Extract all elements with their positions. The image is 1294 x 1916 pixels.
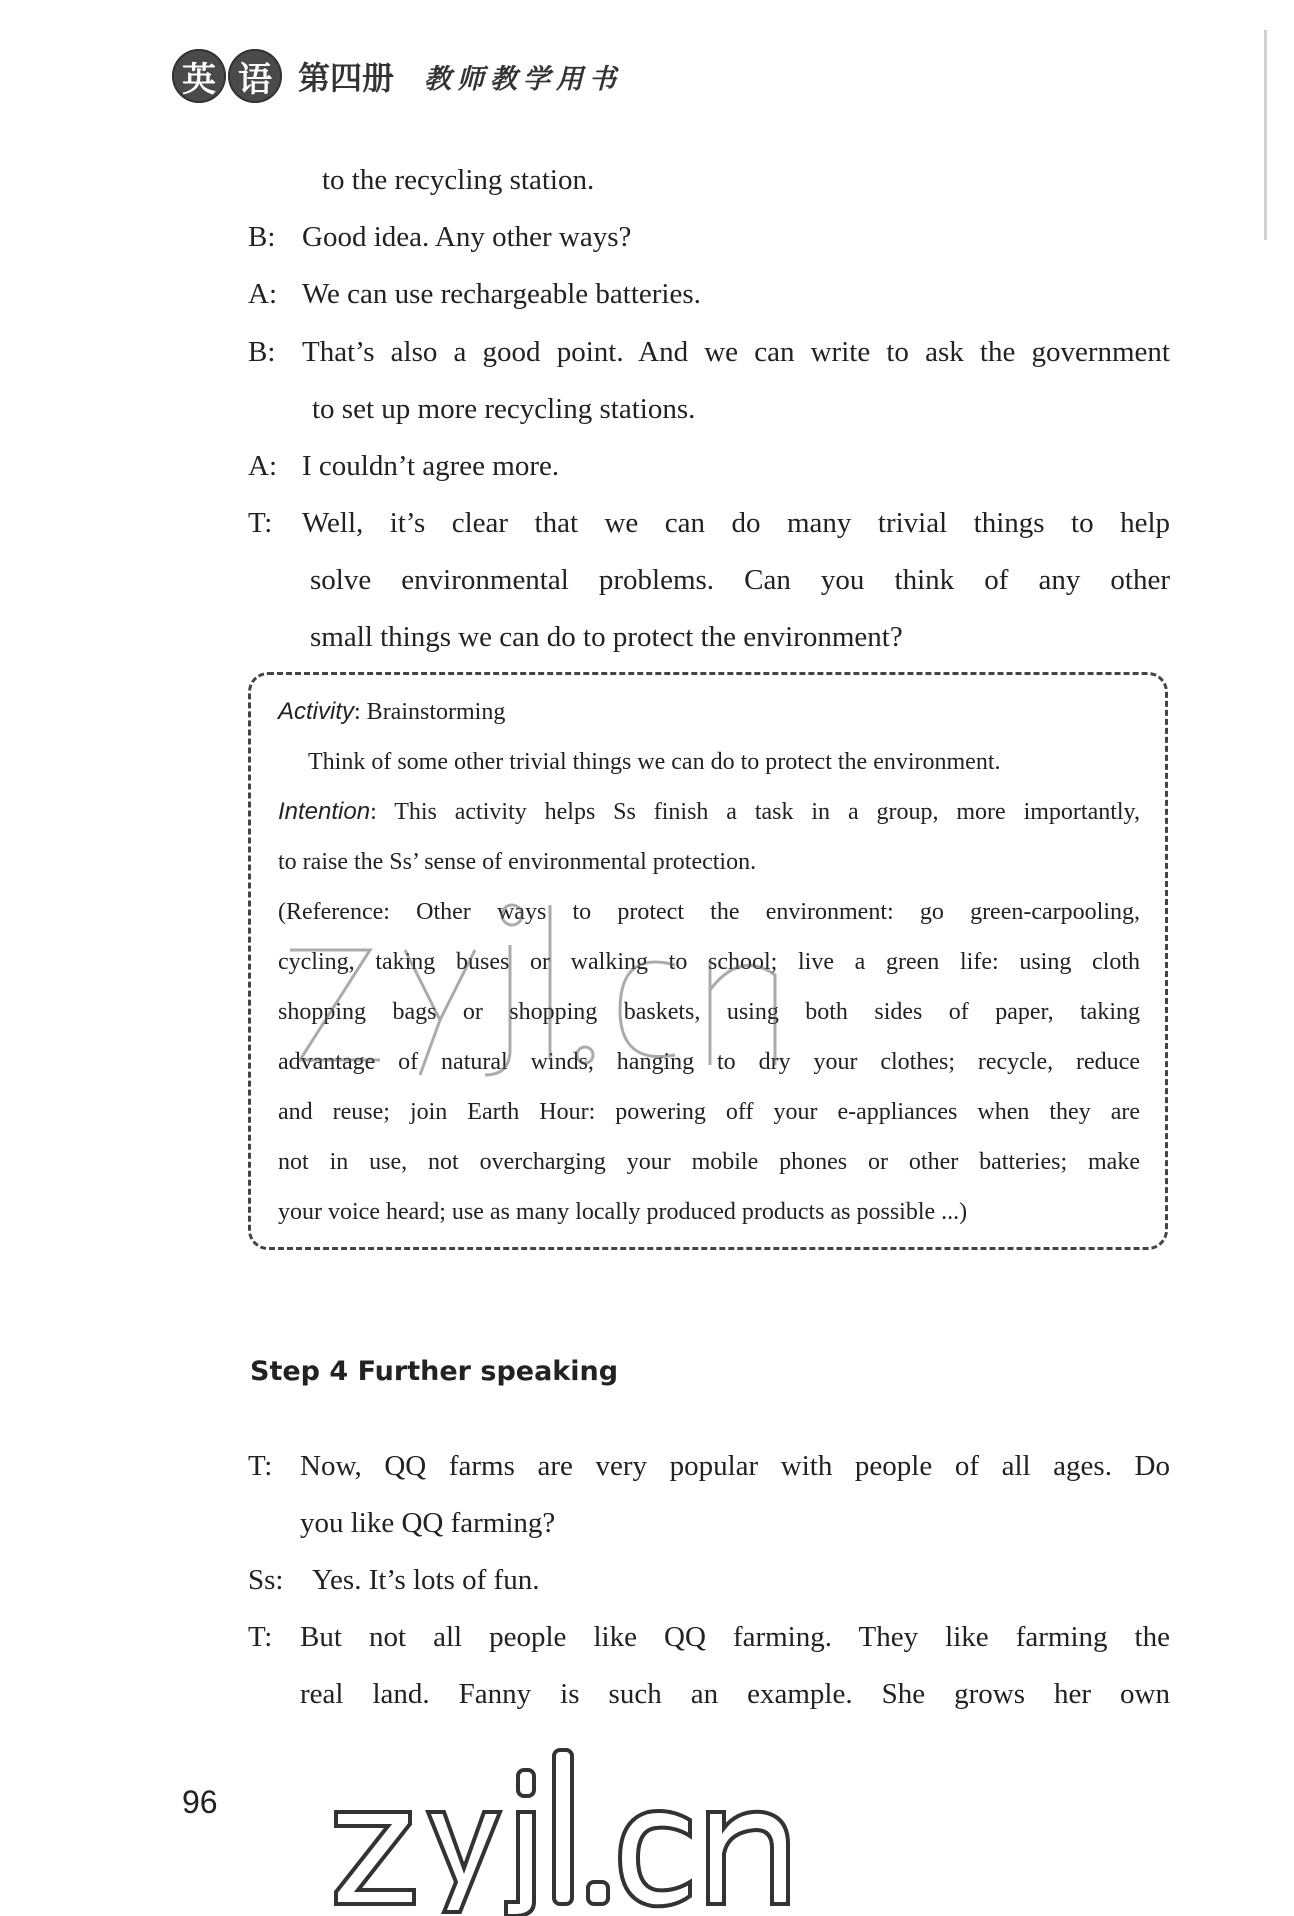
speaker-label: A: xyxy=(248,278,277,310)
page-edge-rule xyxy=(1264,30,1267,240)
dialogue-line: to set up more recycling stations. xyxy=(312,393,696,425)
activity-title: Activity: Brainstorming xyxy=(278,698,506,725)
reference-line: cycling, taking buses or walking to school; live a green life: using cloth xyxy=(278,949,1140,975)
badge-ying: 英 xyxy=(172,49,226,103)
dialogue-line: Ss: Yes. It’s lots of fun. xyxy=(248,1552,1170,1609)
volume-label: 第四册 xyxy=(298,59,395,97)
dialogue-line: T: Well, it’s clear that we can do many trivial things to help xyxy=(248,495,1170,552)
intention-continuation: to raise the Ss’ sense of environmental protection. xyxy=(278,849,757,875)
dialogue-line: A: We can use rechargeable batteries. xyxy=(248,266,1170,323)
watermark-logo xyxy=(330,1740,810,1916)
speaker-label: Ss: xyxy=(248,1564,284,1596)
dialogue-line: small things we can do to protect the environment? xyxy=(310,621,903,653)
page-header xyxy=(172,48,622,104)
speaker-label: T: xyxy=(248,507,273,539)
dialogue-line: T: Now, QQ farms are very popular with people of all ages. Do xyxy=(248,1438,1170,1495)
speaker-label: B: xyxy=(248,336,276,368)
dialogue-line: A: I couldn’t agree more. xyxy=(248,438,1170,495)
speaker-label: T: xyxy=(248,1450,273,1482)
dialogue-line: you like QQ farming? xyxy=(300,1507,556,1539)
reference-line: (Reference: Other ways to protect the environment: go green-carpooling, xyxy=(278,899,1140,925)
page-number: 96 xyxy=(182,1784,218,1820)
dialogue-line: T: But not all people like QQ farming. They like farming the xyxy=(248,1609,1170,1666)
intention-label: Intention xyxy=(278,798,371,825)
badge-yu: 语 xyxy=(228,49,282,103)
book-subtitle: 教师教学用书 xyxy=(424,63,623,95)
activity-instruction: Think of some other trivial things we can do to protect the environment. xyxy=(308,749,1001,775)
speaker-label: B: xyxy=(248,221,276,253)
speaker-label: A: xyxy=(248,450,277,482)
section-heading: Step 4 Further speaking xyxy=(250,1356,619,1387)
dialogue-line: B: Good idea. Any other ways? xyxy=(248,209,1170,266)
activity-label: Activity xyxy=(278,698,355,725)
reference-line: not in use, not overcharging your mobile phones or other batteries; make xyxy=(278,1149,1140,1175)
dialogue-line: real land. Fanny is such an example. She grows her own xyxy=(300,1678,1170,1710)
dialogue-line: solve environmental problems. Can you think of any other xyxy=(310,564,1170,596)
watermark-logo-faint xyxy=(280,890,800,1080)
dialogue-line: B: That’s also a good point. And we can write to ask the government xyxy=(248,324,1170,381)
speaker-label: T: xyxy=(248,1621,273,1653)
reference-line: and reuse; join Earth Hour: powering off your e-appliances when they are xyxy=(278,1099,1140,1125)
intention-line: Intention: This activity helps Ss finish a task in a group, more importantly, xyxy=(278,798,1140,825)
reference-line: shopping bags or shopping baskets, using both sides of paper, taking xyxy=(278,999,1140,1025)
dialogue-line: to the recycling station. xyxy=(322,164,595,196)
reference-line: advantage of natural winds, hanging to dry your clothes; recycle, reduce xyxy=(278,1049,1140,1075)
reference-line: your voice heard; use as many locally produced products as possible ...) xyxy=(278,1199,968,1225)
